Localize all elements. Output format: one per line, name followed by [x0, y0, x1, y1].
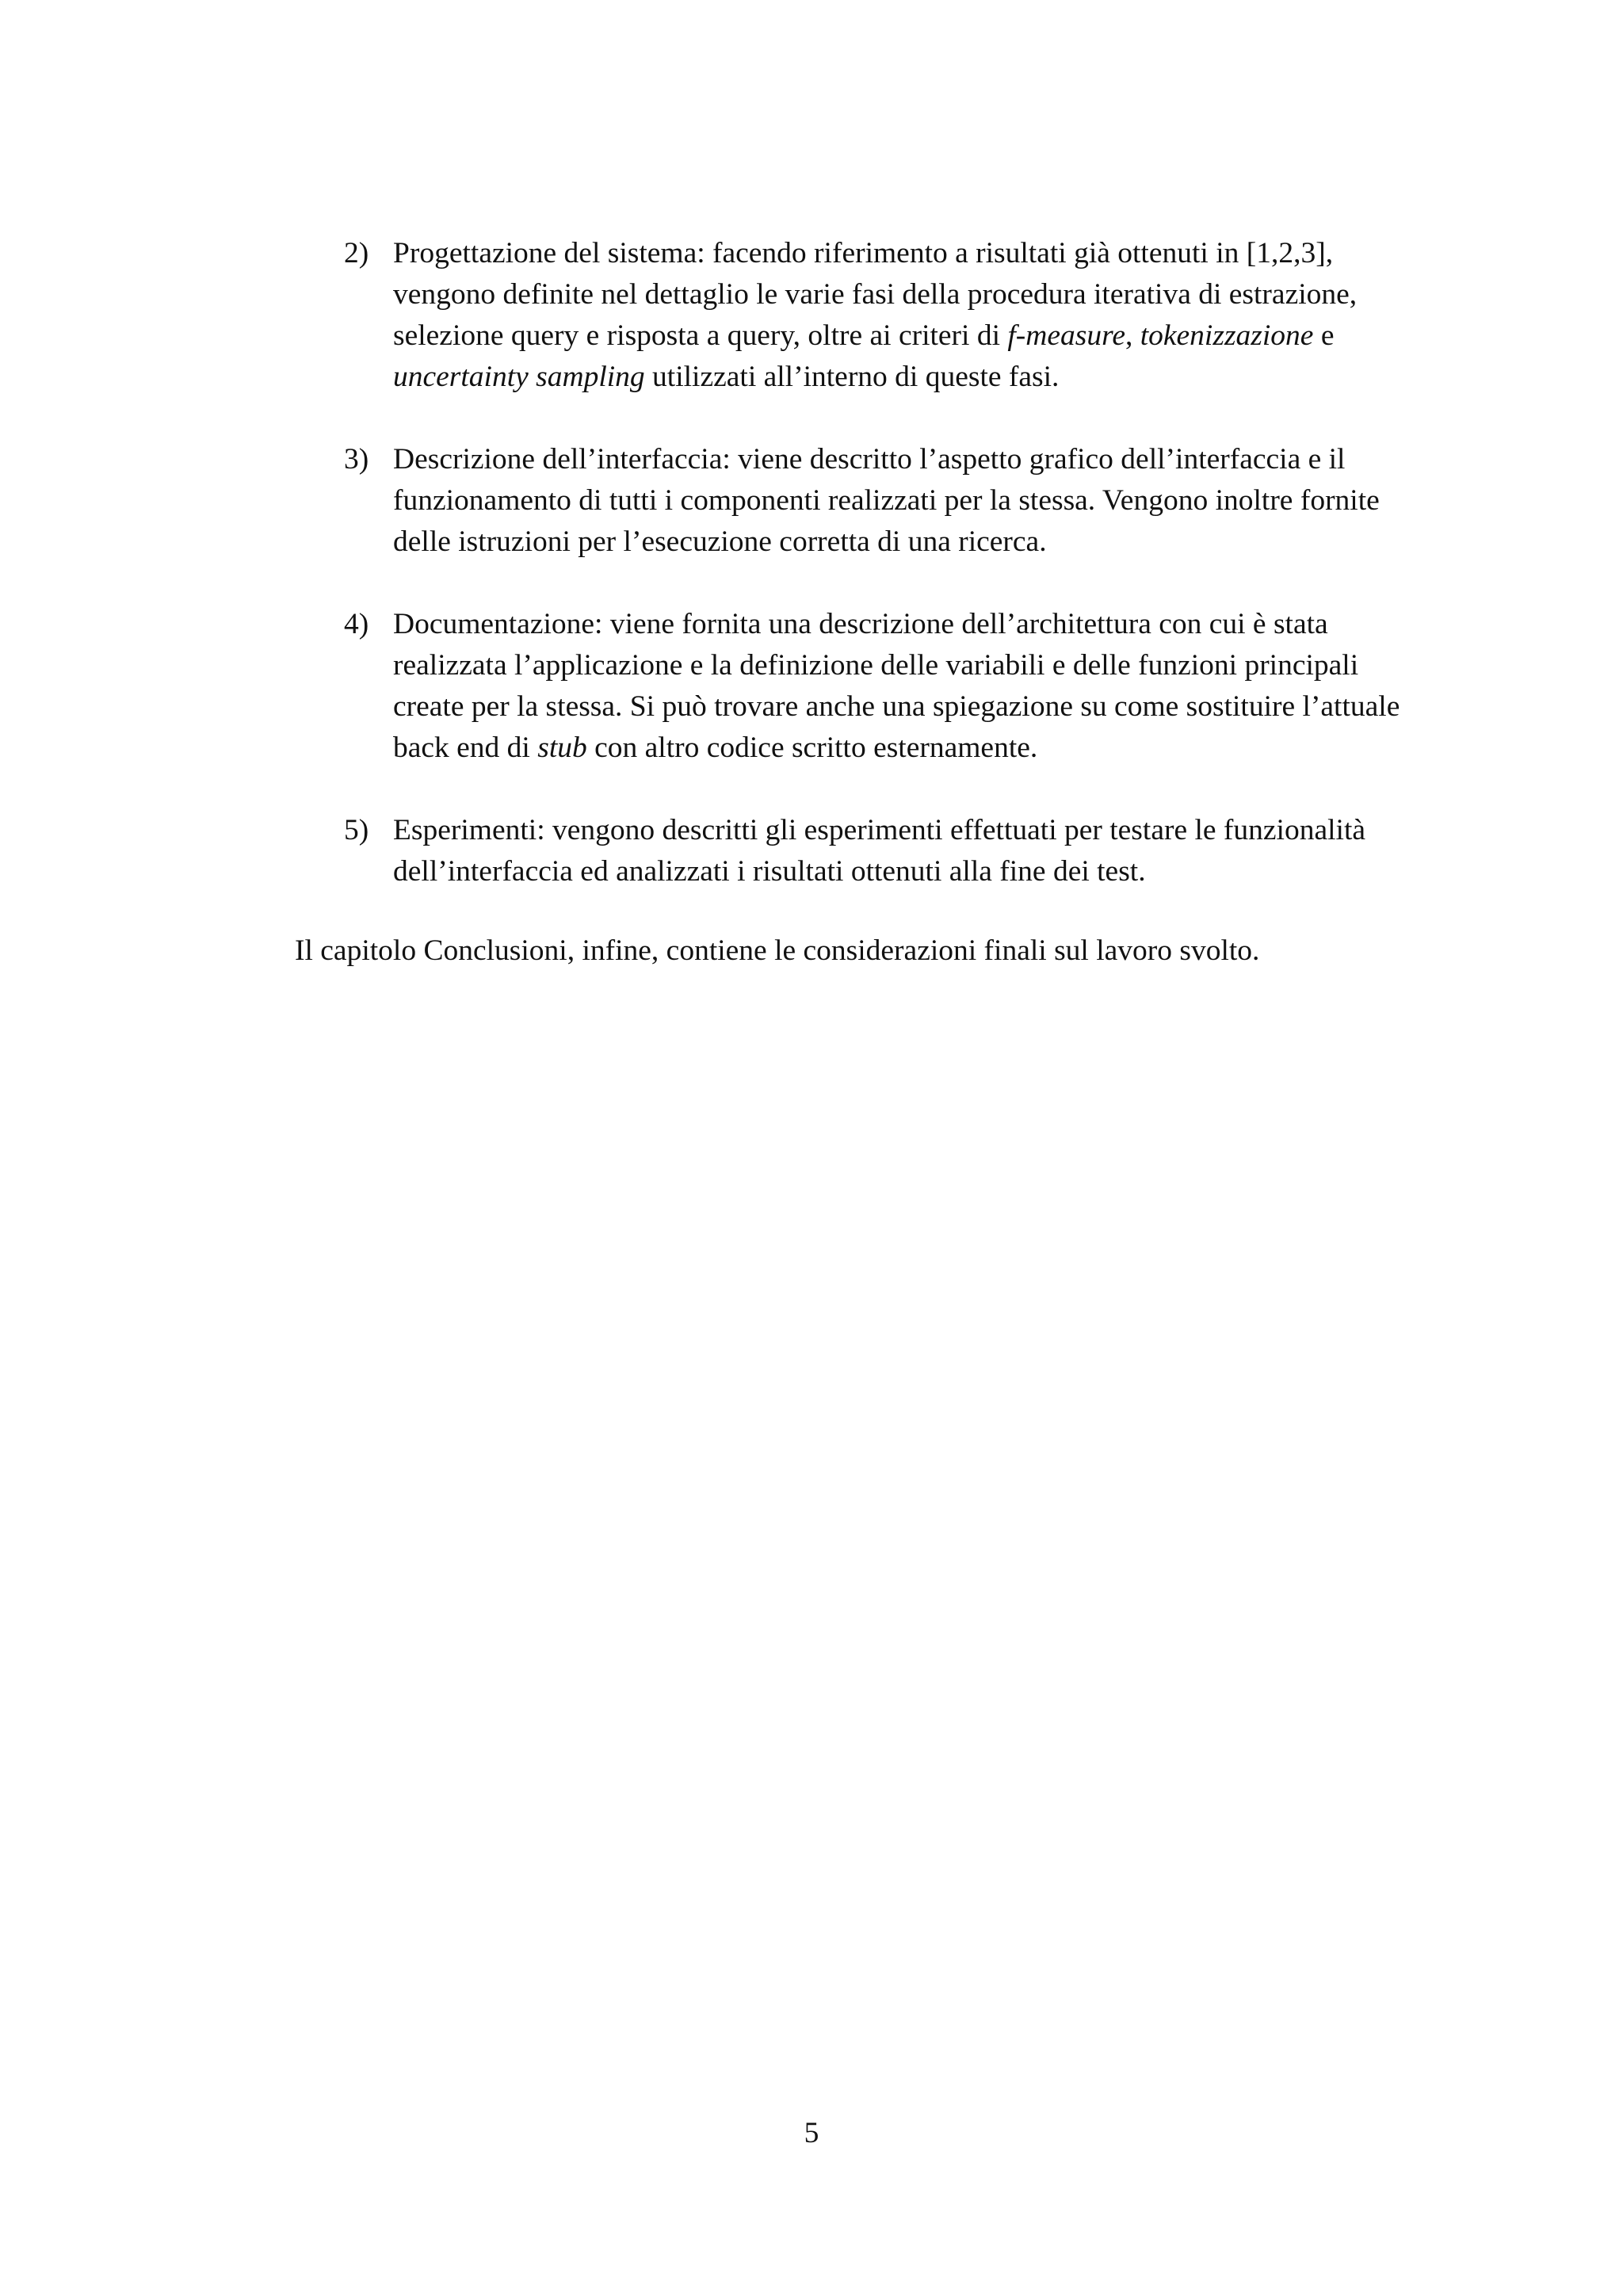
list-item-text: Descrizione dell’interfaccia: viene descritto l’aspetto grafico dell’interfaccia e il funzionamento di tutti i componenti realizzati per la stessa. Vengono inoltre fornite delle istruzioni per l’esecuzione corretta di una ricerca.: [393, 443, 1380, 558]
list-item-number: 3): [344, 443, 369, 476]
list-item-number: 2): [344, 237, 369, 269]
chapter-list: [344, 233, 1422, 934]
list-item-text: Esperimenti: vengono descritti gli esperimenti effettuati per testare le funzionalità dell’interfaccia ed analizzati i risultati ottenuti alla fine dei test.: [393, 814, 1366, 888]
page-number: 5: [804, 2117, 819, 2149]
list-item: [344, 233, 1422, 398]
list-item: [344, 604, 1422, 769]
list-item-text: Documentazione: viene fornita una descrizione dell’architettura con cui è stata realizzata l’applicazione e la definizione delle variabili e delle funzioni principali create per la stessa. Si può trovare anche una spiegazione su come sostituire l’attuale back end di stub con altro codice scritto esternamente.: [393, 608, 1400, 764]
list-item: [344, 439, 1422, 563]
list-item: [344, 810, 1422, 892]
list-item-number: 5): [344, 814, 369, 846]
list-item-number: 4): [344, 608, 369, 640]
list-item-text: Progettazione del sistema: facendo riferimento a risultati già ottenuti in [1,2,3], vengono definite nel dettaglio le varie fasi della procedura iterativa di estrazione, selezione query e risposta a query, oltre ai criteri di f-measure, tokenizzazione e uncertainty sampling utilizzati all’interno di queste fasi.: [393, 237, 1358, 393]
closing-paragraph: Il capitolo Conclusioni, infine, contiene le considerazioni finali sul lavoro svolto.: [295, 934, 1260, 967]
